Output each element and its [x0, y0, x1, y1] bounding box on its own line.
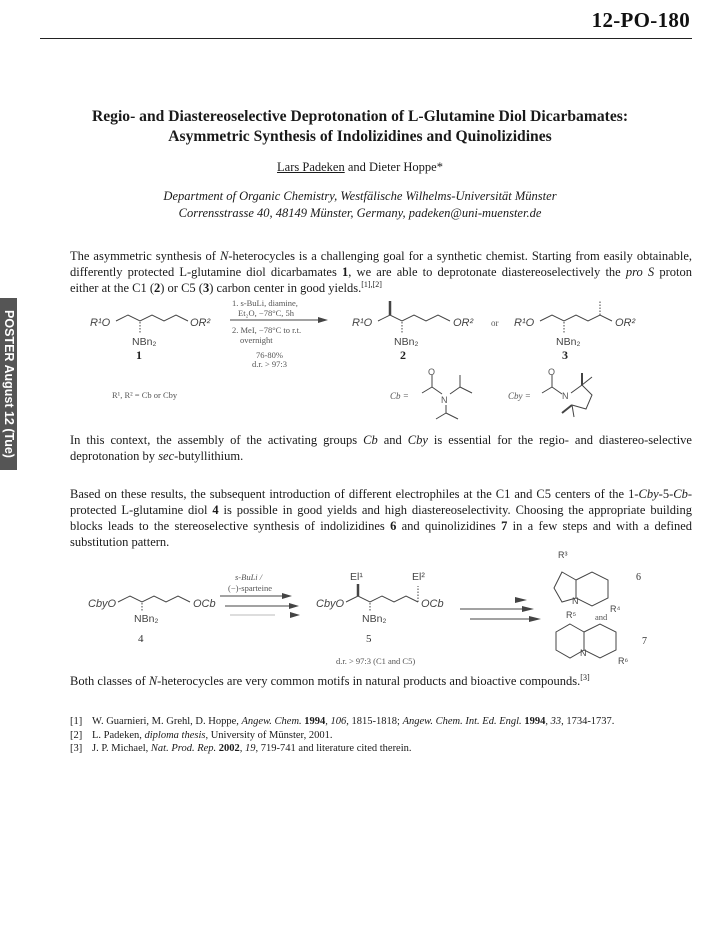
svg-text:d.r. > 97:3: d.r. > 97:3 — [252, 359, 288, 369]
title-line-2: Asymmetric Synthesis of Indolizidines and Quinolizidines — [168, 128, 552, 145]
compound-6-label: 6 — [636, 572, 641, 583]
cby-group-structure — [508, 367, 592, 417]
paragraph-activating-groups: In this context, the assembly of the activating groups Cb and Cby is essential for the regio- and diastereo-selective deprotonation by sec-butyllithium. — [70, 433, 692, 463]
compound-5-structure — [316, 571, 444, 666]
svg-text:NBn₂: NBn₂ — [134, 613, 159, 625]
svg-text:R¹O: R¹O — [352, 317, 373, 329]
svg-text:NBn₂: NBn₂ — [362, 613, 387, 625]
svg-text:OCb: OCb — [193, 598, 216, 610]
svg-text:OR²: OR² — [615, 317, 636, 329]
r-group-definition: R¹, R² = Cb or Cby — [112, 390, 178, 400]
paragraph-intro: The asymmetric synthesis of N-heterocycles is a challenging goal for a synthetic chemist. Starting from easily obtainable, differently protected L-glutamine diol dicarbamates 1, we are able to deprotonate diastereoselectively the pro S proton either at the C1 (2) or C5 (3) carbon center in good yields.[1],[2] — [70, 249, 693, 295]
svg-text:N: N — [580, 648, 587, 658]
svg-text:and: and — [595, 612, 608, 622]
corresponding-author: Dieter Hoppe* — [369, 160, 443, 174]
reference-item: [1] W. Guarnieri, M. Grehl, D. Hoppe, Angew. Chem. 1994, 106, 1815-1818; Angew. Chem. Int. Ed. Engl. 1994, 33, 1734-1737. — [70, 716, 615, 727]
svg-text:OR²: OR² — [453, 317, 474, 329]
poster-date-tab — [0, 298, 17, 470]
scheme-1-deprotonation — [70, 295, 700, 420]
compound-3-label: 3 — [562, 348, 568, 362]
paper-title — [40, 107, 680, 147]
svg-text:NBn₂: NBn₂ — [132, 336, 157, 348]
compound-2-structure — [352, 301, 474, 362]
author-joiner: and — [344, 160, 370, 174]
presenting-author: Lars Padeken — [277, 160, 345, 174]
svg-text:R⁶: R⁶ — [618, 656, 629, 666]
compound-3-structure — [514, 301, 636, 362]
authors — [40, 160, 680, 175]
cb-group-structure — [390, 367, 472, 419]
svg-text:overnight: overnight — [240, 335, 273, 345]
citation-3: [3] — [580, 672, 590, 682]
compound-6-indolizidine — [554, 550, 641, 614]
compound-1-structure — [90, 315, 211, 362]
svg-text:(−)-sparteine: (−)-sparteine — [228, 583, 272, 593]
svg-text:El¹: El¹ — [350, 571, 363, 583]
compound-4-structure — [88, 596, 216, 645]
svg-text:R¹O: R¹O — [514, 317, 535, 329]
svg-text:s-BuLi /: s-BuLi / — [235, 572, 263, 582]
svg-text:R⁵: R⁵ — [566, 610, 577, 620]
compound-7-label: 7 — [642, 636, 647, 647]
arrow-head — [318, 317, 328, 323]
svg-text:OR²: OR² — [190, 317, 211, 329]
reference-item: [2] L. Padeken, diploma thesis, University of Münster, 2001. — [70, 729, 333, 741]
svg-text:NBn₂: NBn₂ — [556, 336, 581, 348]
affiliation-line-1: Department of Organic Chemistry, Westfälische Wilhelms-Universität Münster — [163, 189, 557, 203]
reference-item: [3] J. P. Michael, Nat. Prod. Rep. 2002, 19, 719-741 and literature cited therein. — [70, 743, 412, 754]
svg-text:CbyO: CbyO — [316, 598, 345, 610]
svg-text:N: N — [562, 391, 569, 401]
affiliation — [40, 188, 680, 222]
paragraph-electrophiles: Based on these results, the subsequent introduction of different electrophiles at the C1 and C5 centers of the 1-Cby-5-Cb-protected L-glutamine diol 4 is possible in good yields and high diastereoselectivity. Choosing the appropriate building blocks leads to the stereoselective synthesis of indolizidines 6 and quinolizidines 7 in a few steps and with a defined substitution pattern. — [70, 487, 693, 549]
references — [70, 715, 700, 756]
compound-5-label: 5 — [366, 633, 372, 645]
affiliation-line-2: Corrensstrasse 40, 48149 Münster, Germany, padeken@uni-muenster.de — [178, 206, 542, 220]
compound-1-label: 1 — [136, 348, 142, 362]
svg-text:76-80%: 76-80% — [256, 350, 283, 360]
svg-text:or: or — [491, 318, 499, 328]
poster-date-label: POSTER August 12 (Tue) — [1, 310, 16, 458]
svg-text:R³: R³ — [558, 550, 568, 560]
citation-1-2: [1],[2] — [361, 279, 382, 289]
svg-text:N: N — [572, 596, 579, 606]
svg-text:Cby =: Cby = — [508, 391, 531, 401]
svg-text:O: O — [428, 367, 436, 377]
svg-text:d.r. > 97:3 (C1 and C5): d.r. > 97:3 (C1 and C5) — [336, 656, 416, 666]
abstract-code: 12-PO-180 — [591, 8, 690, 32]
svg-text:R⁴: R⁴ — [610, 604, 621, 614]
svg-text:R¹O: R¹O — [90, 317, 111, 329]
paragraph-conclusion: Both classes of N-heterocycles are very common motifs in natural products and bioactive compounds.[3] — [70, 672, 590, 688]
svg-text:O: O — [548, 367, 556, 377]
svg-text:CbyO: CbyO — [88, 598, 117, 610]
header-rule — [40, 38, 692, 39]
svg-text:El²: El² — [412, 571, 425, 583]
compound-4-label: 4 — [138, 633, 144, 645]
svg-text:Cb =: Cb = — [390, 391, 409, 401]
title-line-1: Regio- and Diastereoselective Deprotonation of L-Glutamine Diol Dicarbamates: — [91, 108, 629, 125]
svg-text:Et₂O, −78°C, 5h: Et₂O, −78°C, 5h — [238, 308, 295, 318]
svg-text:1. s-BuLi, diamine,: 1. s-BuLi, diamine, — [232, 298, 298, 308]
compound-2-label: 2 — [400, 348, 406, 362]
svg-text:NBn₂: NBn₂ — [394, 336, 419, 348]
svg-text:OCb: OCb — [421, 598, 444, 610]
svg-text:2. MeI, −78°C to r.t.: 2. MeI, −78°C to r.t. — [232, 325, 302, 335]
svg-text:N: N — [441, 395, 448, 405]
scheme-2-heterocycle-synthesis — [70, 550, 700, 672]
